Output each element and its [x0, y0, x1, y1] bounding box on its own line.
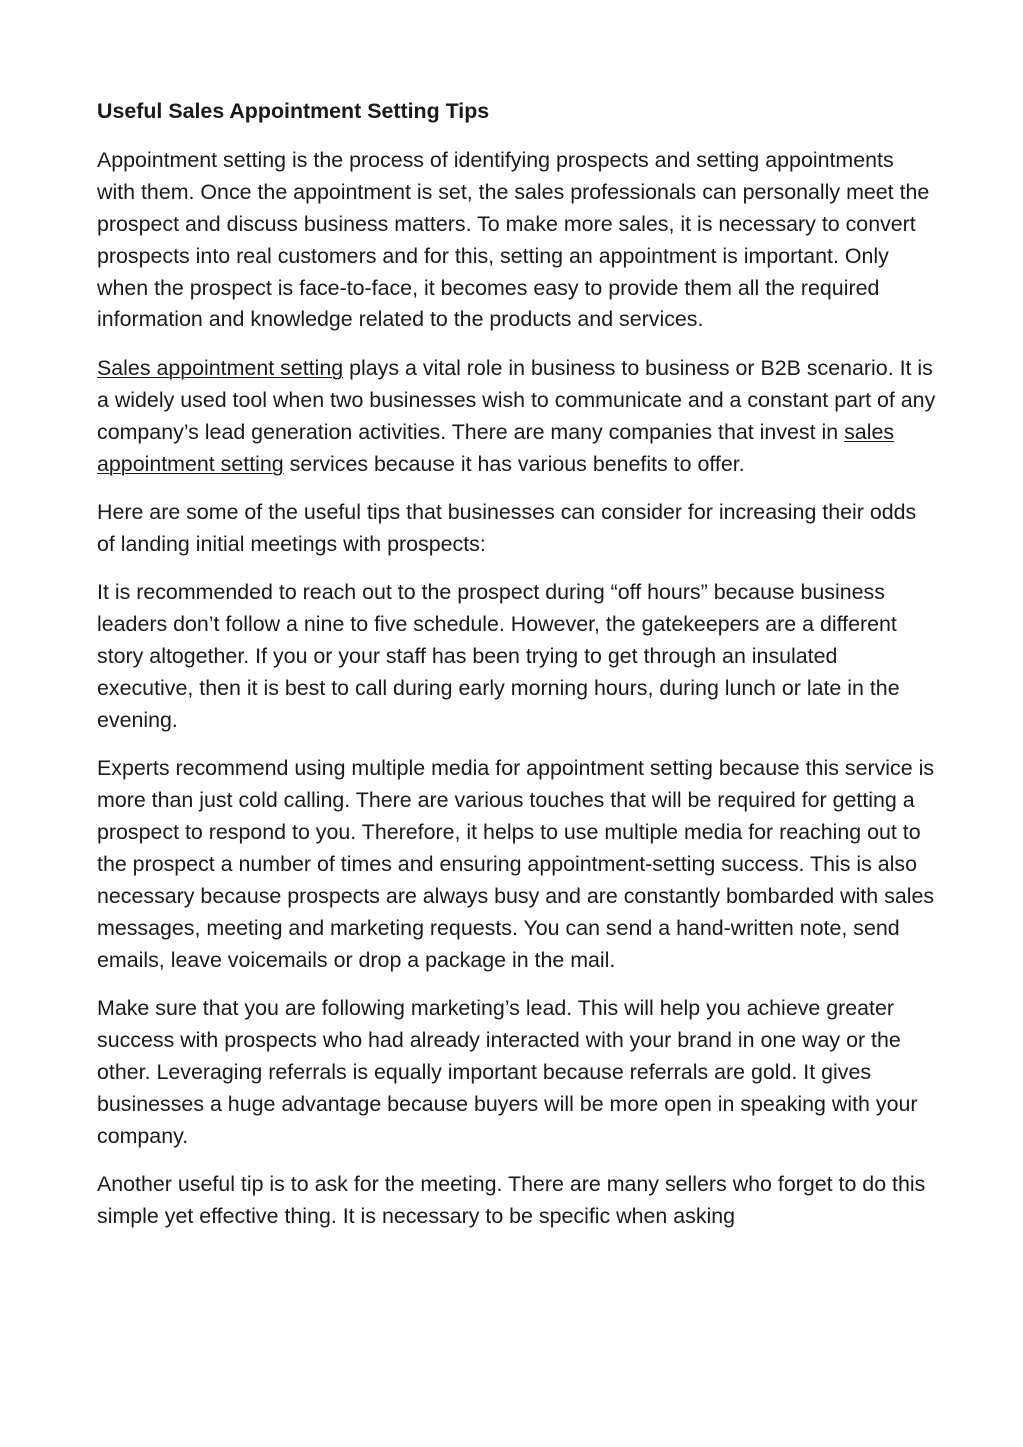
paragraph-off-hours: It is recommended to reach out to the prospect during “off hours” because business leaders don’t follow a nine to five schedule. However, the gatekeepers are a different story altogether. If you or your staff has been trying to get through an insulated executive, then it is best to call during early morning hours, during lunch or late in the evening.: [97, 580, 900, 732]
document-title: Useful Sales Appointment Setting Tips: [97, 99, 490, 123]
document-page: [97, 96, 937, 1250]
paragraph-b2b-text-1: plays a vital role in business to business or B2B scenario. It is a widely used tool when two businesses wish to communicate and a constant part of any company’s lead generation activities. There are many companies that invest in: [97, 355, 936, 444]
sales-appointment-setting-link-1[interactable]: Sales appointment setting: [97, 355, 344, 380]
paragraph-b2b-text-2: services because it has various benefits to offer.: [283, 451, 745, 476]
sales-appointment-setting-link-2[interactable]: sales appointment setting: [97, 419, 895, 476]
paragraph-intro: Appointment setting is the process of identifying prospects and setting appointments with them. Once the appointment is set, the sales professionals can personally meet the prospect and discuss business matters. To make more sales, it is necessary to convert prospects into real customers and for this, setting an appointment is important. Only when the prospect is face-to-face, it becomes easy to provide them all the required information and knowledge related to the products and services.: [97, 147, 930, 332]
paragraph-ask-meeting: Another useful tip is to ask for the meeting. There are many sellers who forget to do this simple yet effective thing. It is necessary to be specific when asking: [97, 1172, 926, 1229]
paragraph-multiple-media: Experts recommend using multiple media for appointment setting because this service is more than just cold calling. There are various touches that will be required for getting a prospect to respond to you. Therefore, it helps to use multiple media for reaching out to the prospect a number of times and ensuring appointment-setting success. This is also necessary because prospects are always busy and are constantly bombarded with sales messages, meeting and marketing requests. You can send a hand-written note, send emails, leave voicemails or drop a package in the mail.: [97, 756, 935, 972]
paragraph-tips-intro: Here are some of the useful tips that businesses can consider for increasing their odds of landing initial meetings with prospects:: [97, 499, 917, 556]
paragraph-b2b: [97, 353, 937, 481]
paragraph-marketing-lead: Make sure that you are following marketing’s lead. This will help you achieve greater success with prospects who had already interacted with your brand in one way or the other. Leveraging referrals is equally important because referrals are gold. It gives businesses a huge advantage because buyers will be more open in speaking with your company.: [97, 996, 918, 1148]
